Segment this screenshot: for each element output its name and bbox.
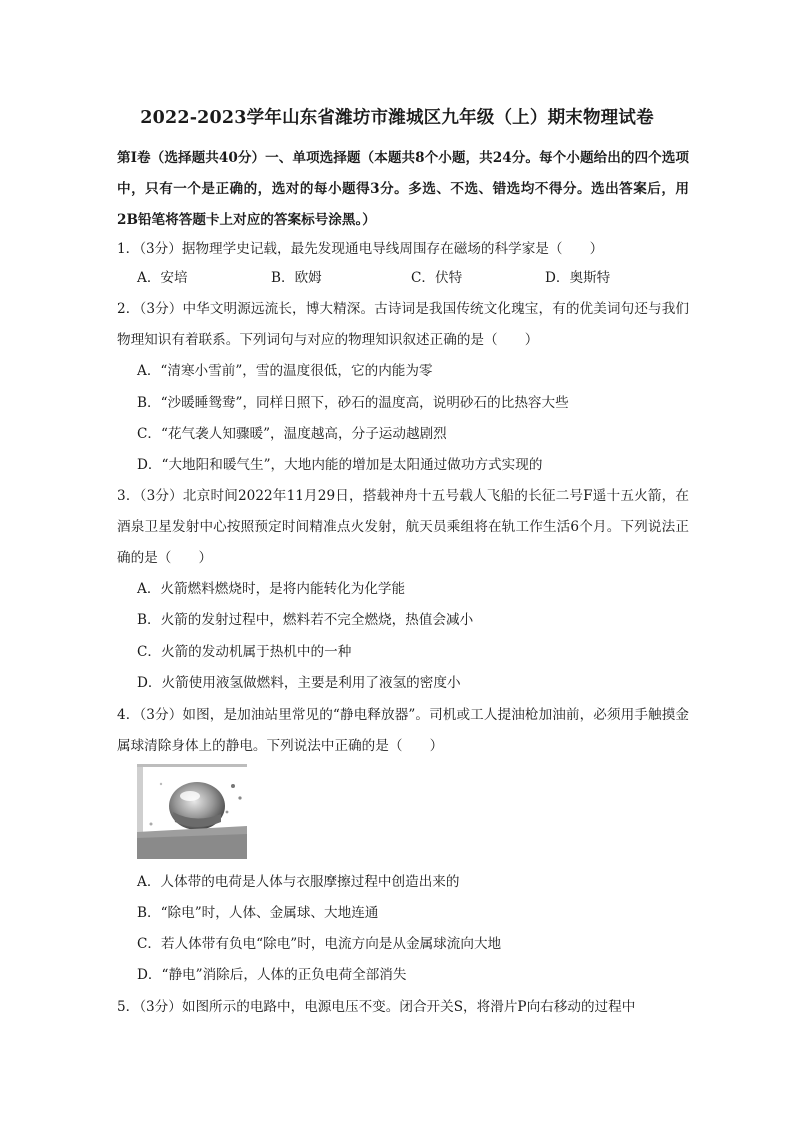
q4-option-a: A．人体带的电荷是人体与衣服摩擦过程中创造出来的 xyxy=(137,874,460,890)
question-4-stem: 4．（3分）如图，是加油站里常见的“静电释放器”。司机或工人提油枪加油前，必须用手触摸金属球清除身体上的静电。下列说法中正确的是（ ） xyxy=(117,707,689,754)
question-2-stem: 2．（3分）中华文明源远流长，博大精深。古诗词是我国传统文化瑰宝，有的优美词句还与我们物理知识有着联系。下列词句与对应的物理知识叙述正确的是（ ） xyxy=(117,301,689,348)
q3-option-d: D．火箭使用液氢做燃料，主要是利用了液氢的密度小 xyxy=(137,675,461,691)
question-1-stem: 1．（3分）据物理学史记载，最先发现通电导线周围存在磁场的科学家是（ ） xyxy=(117,241,604,257)
q4-option-c: C．若人体带有负电“除电”时，电流方向是从金属球流向大地 xyxy=(137,936,502,952)
question-5-stem: 5．（3分）如图所示的电路中，电源电压不变。闭合开关S，将滑片P向右移动的过程中 xyxy=(117,999,636,1015)
q2-option-b: B．“沙暖睡鸳鸯”，同样日照下，砂石的温度高，说明砂石的比热容大些 xyxy=(137,395,569,411)
q2-option-d: D．“大地阳和暖气生”，大地内能的增加是太阳通过做功方式实现的 xyxy=(137,457,543,473)
question-1-options xyxy=(137,268,657,288)
q1-option-c: C．伏特 xyxy=(411,270,463,286)
question-3-stem: 3．（3分）北京时间2022年11月29日，搭载神舟十五号载人飞船的长征二号F遥十五火箭，在酒泉卫星发射中心按照预定时间精准点火发射，航天员乘组将在轨工作生活6个月。下列说法正确的是（ ） xyxy=(117,488,689,566)
q2-option-c: C．“花气袭人知骤暖”，温度越高，分子运动越剧烈 xyxy=(137,426,447,442)
q4-option-d: D．“静电”消除后，人体的正负电荷全部消失 xyxy=(137,967,407,983)
page-title: 2022-2023学年山东省潍坊市潍城区九年级（上）期末物理试卷 xyxy=(140,108,654,128)
q4-option-b: B．“除电”时，人体、金属球、大地连通 xyxy=(137,905,379,921)
section-header: 第Ⅰ卷（选择题共40分）一、单项选择题（本题共8个小题，共24分。每个小题给出的四个选项中，只有一个是正确的，选对的每小题得3分。多选、不选、错选均不得分。选出答案后，用2B铅笔将答题卡上对应的答案标号涂黑。） xyxy=(117,150,689,228)
q3-option-c: C．火箭的发动机属于热机中的一种 xyxy=(137,644,352,660)
q1-option-d: D．奥斯特 xyxy=(545,270,611,286)
q1-option-a: A．安培 xyxy=(137,270,188,286)
q1-option-b: B．欧姆 xyxy=(271,270,322,286)
q3-option-a: A．火箭燃料燃烧时，是将内能转化为化学能 xyxy=(137,581,406,597)
q3-option-b: B．火箭的发射过程中，燃料若不完全燃烧，热值会减小 xyxy=(137,612,474,628)
q2-option-a: A．“清寒小雪前”，雪的温度很低，它的内能为零 xyxy=(137,363,433,379)
static-release-device-photo xyxy=(137,764,247,859)
